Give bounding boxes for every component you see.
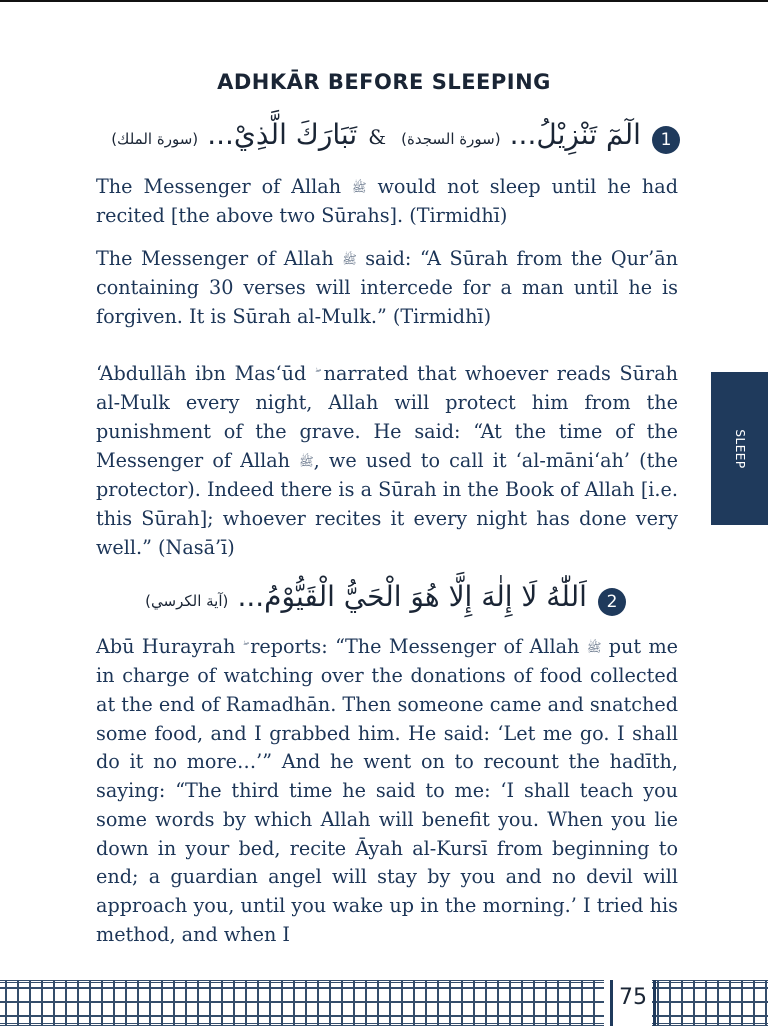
paragraph-2: The Messenger of Allah ﷺ said: “A Sūrah from the Qur’ān containing 30 verses will intercede for a man until he is forgiven. It is Sūrah al-Mulk.” (Tirmidhī) bbox=[96, 247, 678, 329]
section-number-2: 2 bbox=[598, 588, 626, 616]
page-number: 75 bbox=[610, 980, 656, 1026]
ampersand: & bbox=[368, 125, 387, 149]
honorific-prophet-icon: ﷺ bbox=[352, 180, 367, 195]
arabic-surah-mulk: تَبَارَكَ الَّذِيْ... bbox=[207, 118, 358, 151]
honorific-prophet-icon: ﷺ bbox=[342, 252, 357, 267]
ref-ayat-al-kursi: (آية الكرسي) bbox=[145, 592, 229, 610]
paragraph-4: Abū Hurayrah reports: “The Messenger of Allah ﷺ put me in charge of watching over the donations of food collected at the end of Ramadhān. Then someone came and snatched some food, and I grabbed him. He said: ‘Let me go. I shall do it no more…’” And he went on to recount the hadīth, saying: “The third time he said to me: ‘I shall teach you some words by which Allah will benefit you. When you lie down in your bed, recite Āyah al-Kursī from beginning to end; a guardian angel will stay by you and no devil will approach you, until you wake up in the morning.’ I tried his method, and when I bbox=[96, 635, 678, 946]
page-title: ADHKĀR BEFORE SLEEPING bbox=[217, 70, 551, 94]
side-tab-label: SLEEP bbox=[732, 428, 747, 469]
paragraph-3: ‘Abdullāh ibn Mas‘ūd narrated that whoever reads Sūrah al-Mulk every night, Allah will protect him from the punishment of the grave. He said: “At the time of the Messenger of Allah ﷺ, we used to call it ‘al-māni‘ah’ (the protector). Indeed there is a Sūrah in the Book of Allah [i.e. this Sūrah]; whoever recites it every night has done very well.” (Nasā’ī) bbox=[96, 362, 679, 559]
paragraph-1: The Messenger of Allah ﷺ would not sleep until he had recited [the above two Sūrahs]. (Tirmidhī) bbox=[96, 175, 678, 228]
greek-key-border-right bbox=[652, 980, 768, 1026]
section-2-heading bbox=[145, 580, 626, 616]
side-tab-sleep[interactable] bbox=[711, 372, 768, 525]
arabic-surah-sajdah: الٓمٓ تَنْزِيْلُ... bbox=[509, 118, 641, 151]
arabic-ayat-al-kursi: اَللّٰهُ لَا إِلٰهَ إِلَّا هُوَ الْحَيُّ الْقَيُّوْمُ... bbox=[237, 580, 587, 613]
greek-key-border-left bbox=[0, 980, 604, 1026]
top-rule bbox=[0, 0, 768, 2]
honorific-prophet-icon: ﷺ bbox=[586, 640, 602, 655]
footer-border bbox=[0, 980, 768, 1024]
honorific-prophet-icon: ﷺ bbox=[299, 454, 314, 469]
ref-surah-sajdah: (سورة السجدة) bbox=[401, 130, 501, 148]
section-1-heading bbox=[96, 118, 680, 154]
ref-surah-mulk: (سورة الملك) bbox=[111, 130, 199, 148]
section-number-1: 1 bbox=[652, 126, 680, 154]
